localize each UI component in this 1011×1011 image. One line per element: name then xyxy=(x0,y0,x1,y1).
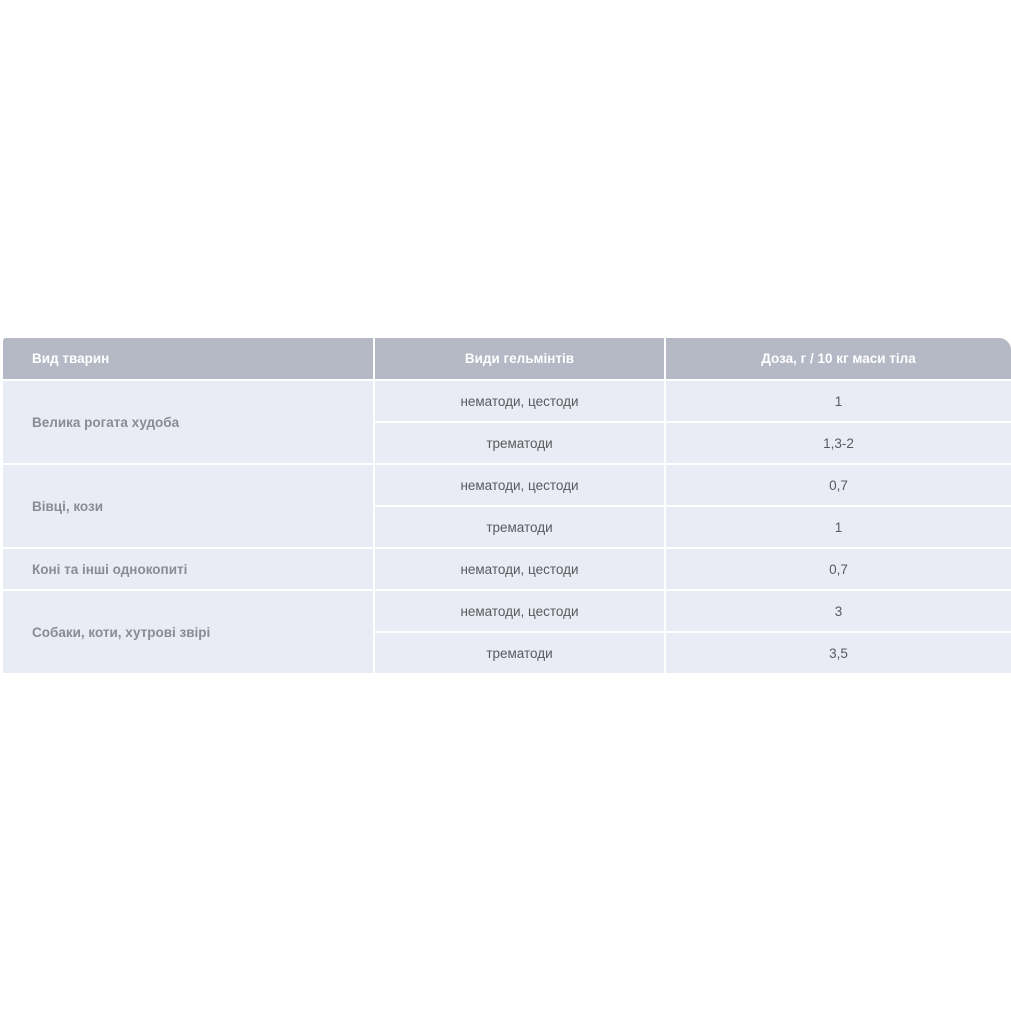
helminth-cell: трематоди xyxy=(374,632,665,674)
dose-cell: 1 xyxy=(665,506,1011,548)
helminth-cell: нематоди, цестоди xyxy=(374,464,665,506)
helminth-cell: трематоди xyxy=(374,506,665,548)
animal-cell: Коні та інші однокопиті xyxy=(3,548,374,590)
helminth-cell: нематоди, цестоди xyxy=(374,380,665,422)
dose-cell: 0,7 xyxy=(665,548,1011,590)
header-dose: Доза, г / 10 кг маси тіла xyxy=(665,338,1011,380)
dose-cell: 3 xyxy=(665,590,1011,632)
dosage-table xyxy=(3,338,1011,675)
table-row xyxy=(3,590,1011,632)
table-row xyxy=(3,464,1011,506)
table-row xyxy=(3,380,1011,422)
animal-cell: Собаки, коти, хутрові звірі xyxy=(3,590,374,674)
header-helminth-type: Види гельмінтів xyxy=(374,338,665,380)
table-header-row xyxy=(3,338,1011,380)
dose-cell: 3,5 xyxy=(665,632,1011,674)
helminth-cell: нематоди, цестоди xyxy=(374,590,665,632)
dose-cell: 1 xyxy=(665,380,1011,422)
dose-cell: 1,3-2 xyxy=(665,422,1011,464)
table-row xyxy=(3,548,1011,590)
helminth-cell: нематоди, цестоди xyxy=(374,548,665,590)
helminth-cell: трематоди xyxy=(374,422,665,464)
header-animal-type: Вид тварин xyxy=(3,338,374,380)
dose-cell: 0,7 xyxy=(665,464,1011,506)
animal-cell: Вівці, кози xyxy=(3,464,374,548)
dosage-table-container xyxy=(3,338,1011,675)
animal-cell: Велика рогата худоба xyxy=(3,380,374,464)
